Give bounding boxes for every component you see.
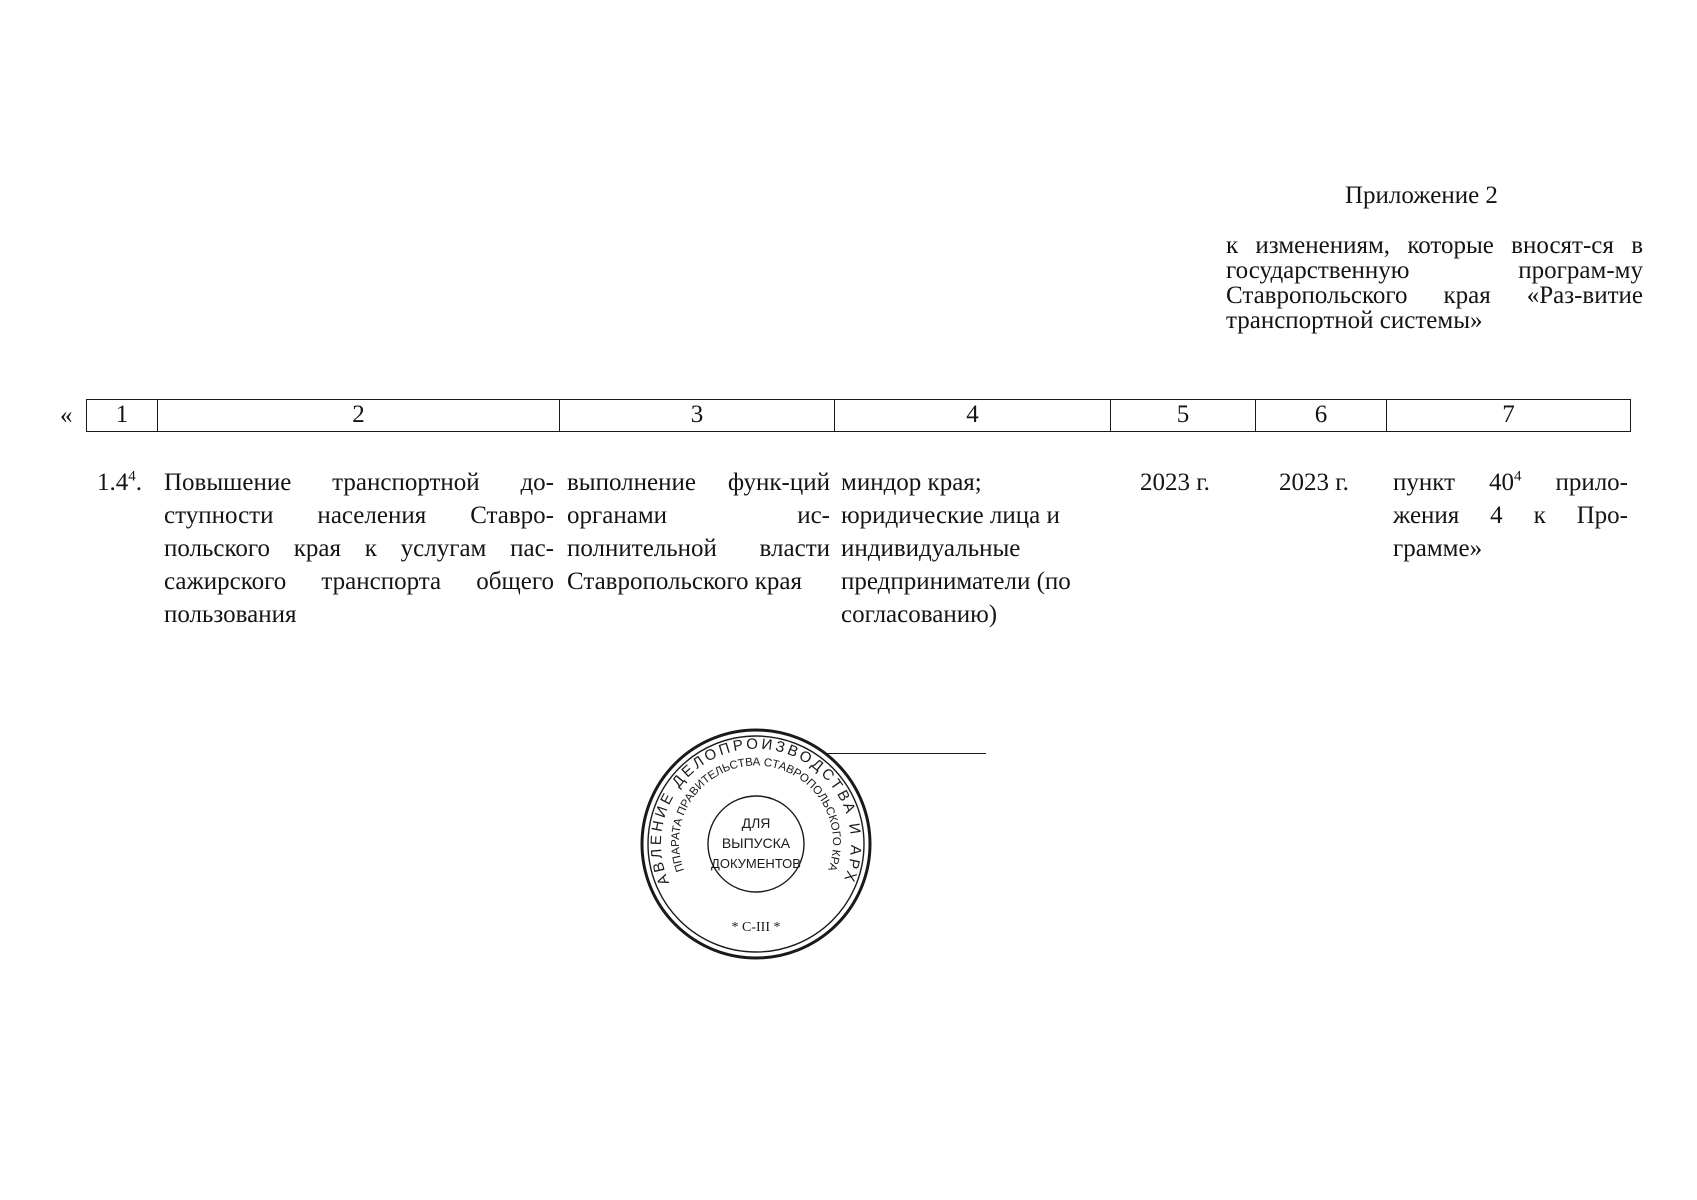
table-header-row [86,399,1631,432]
stamp-center-line-1: ДЛЯ [741,815,771,831]
header-cell-5: 5 [1111,400,1256,431]
row-number-sup: 4 [128,468,136,485]
row-number-suffix: . [135,469,142,496]
stamp-inner-text: ППАРАТА ПРАВИТЕЛЬСТВА СТАВРОПОЛЬСКОГО КРА [669,756,843,874]
row-link-suffix: прило-жения 4 к Про-грамме» [1393,469,1628,562]
stamp-bottom: * С-III * [731,920,781,935]
header-cell-4: 4 [835,400,1111,431]
stamp-seal [639,727,873,961]
header-cell-3: 3 [560,400,835,431]
header-cell-7: 7 [1502,401,1515,428]
row-start-year: 2023 г. [1140,469,1210,496]
header-cell-2: 2 [158,400,560,431]
annex-subtitle: к изменениям, которые вносят-ся в государственную програм-му Ставропольского края «Раз-витие транспортной системы» [1226,232,1643,334]
row-number-text: 1.4 [97,469,129,496]
header-cell-1: 1 [87,400,158,431]
stamp-center-line-3: ДОКУМЕНТОВ [711,856,801,871]
row-end-year: 2023 г. [1279,469,1349,496]
annex-title: Приложение 2 [1345,182,1498,209]
row-number [97,466,159,499]
stamp-outer-text: АВЛЕНИЕ ДЕЛОПРОИЗВОДСТВА И АРХ [647,735,865,888]
row-link-prefix: пункт 40 [1393,469,1514,496]
row-name: Повышение транспортной до-ступности населения Ставро-польского края к услугам пас-сажирского транспорта общего пользования [164,469,554,628]
row-participants [841,466,1111,631]
header-cell-6: 6 [1256,400,1387,431]
row-participants-line-2: юридические лица и индивидуальные предприниматели (по согласованию) [841,502,1071,628]
row-participants-line-1: миндор края; [841,469,982,496]
official-stamp [639,727,873,961]
row-link-sup: 4 [1513,468,1522,485]
row-responsible: выполнение функ-ций органами ис-полнительной власти Ставропольского края [567,469,830,595]
stamp-center-line-2: ВЫПУСКА [721,835,791,851]
row-link [1393,466,1628,565]
quote-open: « [60,402,73,429]
